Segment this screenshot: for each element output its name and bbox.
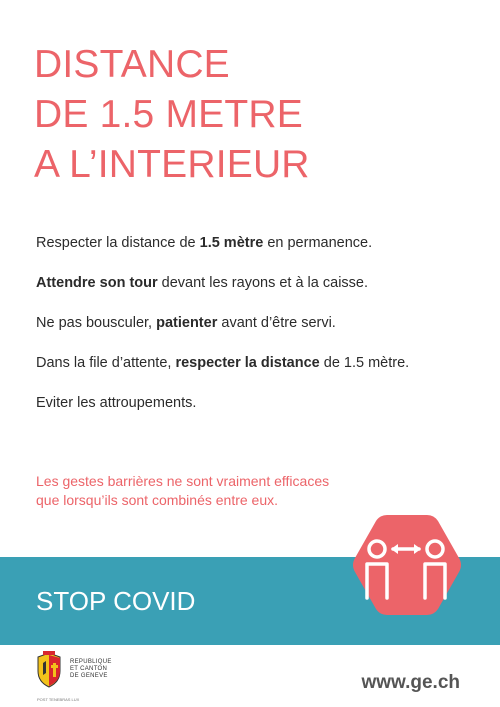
title-line-1: DISTANCE <box>34 43 230 86</box>
rule-text: avant d’être servi. <box>217 315 336 331</box>
rule-emphasis: 1.5 mètre <box>199 235 264 251</box>
geneva-coat-of-arms-icon <box>34 651 64 689</box>
poster-title <box>34 40 310 190</box>
two-people-distance-icon <box>351 512 463 618</box>
rule-item <box>36 233 466 253</box>
government-label <box>70 659 112 680</box>
rule-item <box>36 313 466 333</box>
rule-text: Ne pas bousculer, <box>36 315 157 331</box>
website-link[interactable]: www.ge.ch <box>361 672 460 693</box>
rules-list <box>36 233 466 433</box>
rule-item <box>36 273 466 293</box>
band-label: STOP COVID <box>36 586 196 616</box>
title-line-2: DE 1.5 METRE <box>34 93 303 136</box>
rule-emphasis: patienter <box>156 315 218 331</box>
note-line-2: que lorsqu’ils sont combinés entre eux. <box>36 492 279 508</box>
rule-item <box>36 393 466 413</box>
rule-text: Eviter les attroupements. <box>36 395 197 411</box>
rule-text: Dans la file d’attente, <box>36 355 176 371</box>
rule-text: devant les rayons et à la caisse. <box>157 275 369 291</box>
title-line-3: A L’INTERIEUR <box>34 143 310 186</box>
motto-fineprint: POST TENEBRAS LUX <box>37 697 80 702</box>
rule-text: de 1.5 mètre. <box>319 355 410 371</box>
rule-emphasis: Attendre son tour <box>36 275 158 291</box>
gov-line-2: ET CANTON <box>70 666 108 672</box>
gov-line-3: DE GENEVE <box>70 673 108 679</box>
footer <box>0 645 500 707</box>
gov-line-1: REPUBLIQUE <box>70 659 112 665</box>
rule-item <box>36 353 466 373</box>
note-line-1: Les gestes barrières ne sont vraiment efficaces <box>36 473 330 489</box>
rule-emphasis: respecter la distance <box>175 355 320 371</box>
rule-text: Respecter la distance de <box>36 235 200 251</box>
rule-text: en permanence. <box>263 235 373 251</box>
barrier-note <box>36 472 356 510</box>
